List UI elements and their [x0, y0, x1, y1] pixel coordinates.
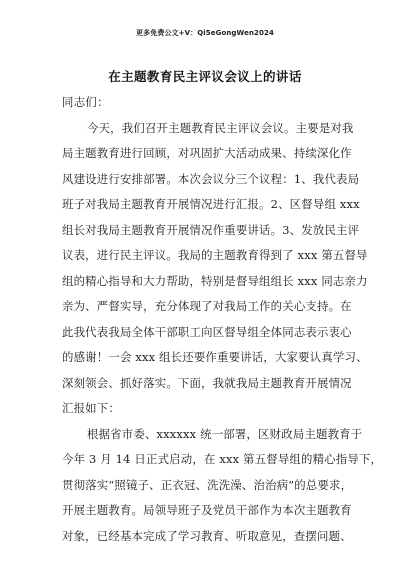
- paragraph-line: 开展主题教育。局领导班子及党员干部作为本次主题教育: [62, 503, 352, 517]
- paragraph-line: 今天，我们召开主题教育民主评议会议。主要是对我: [87, 120, 354, 135]
- paragraph-line: 对象，已经基本完成了学习教育、听取意见，查摆问题、: [62, 528, 352, 543]
- paragraph-line: 风建设进行安排部署。本次会议分三个议程：1、我代表局: [62, 171, 360, 186]
- header-note: 更多免费公文+V：Qi5eGongWen2024: [136, 29, 274, 37]
- paragraph-line: 组长对我局主题教育开展情况作重要讲话。3、发放民主评: [62, 222, 360, 237]
- paragraph-line: 根据省市委、xxxxxx 统一部署，区财政局主题教育于: [87, 426, 363, 441]
- paragraph-2: [62, 422, 383, 550]
- paragraph-line: 今年 3 月 14 日正式启动，在 xxx 第五督导组的精心指导下，: [62, 452, 383, 466]
- paragraph-line: 深刻领会、抓好落实。下面，我就我局主题教育开展情况: [62, 375, 352, 390]
- paragraph-line: 议表，进行民主评议。我局的主题教育得到了 xxx 第五督导: [62, 248, 368, 262]
- paragraph-line: 此我代表我局全体干部职工向区督导组全体同志表示衷心: [62, 324, 352, 339]
- paragraph-1: [62, 116, 368, 422]
- paragraph-line: 班子对我局主题教育开展情况进行汇报。2、区督导组 xxx: [62, 197, 360, 211]
- document-title: 在主题教育民主评议会议上的讲话: [108, 69, 302, 84]
- paragraph-line: 亲为、严督实导，充分体现了对我局工作的关心支持。在: [62, 299, 352, 313]
- paragraph-line: 组的精心指导和大力帮助，特别是督导组组长 xxx 同志亲力: [62, 273, 368, 288]
- paragraph-line: 的感谢！一会 xxx 组长还要作重要讲话，大家要认真学习、: [62, 350, 368, 364]
- paragraph-line: 汇报如下：: [62, 401, 120, 415]
- paragraph-line: 贯彻落实“照镜子、正衣冠、洗洗澡、治治病”的总要求，: [62, 477, 353, 492]
- salutation: 同志们：: [62, 95, 109, 109]
- paragraph-line: 局主题教育进行回顾，对巩固扩大活动成果、持续深化作: [62, 146, 352, 160]
- document-body: [62, 90, 383, 549]
